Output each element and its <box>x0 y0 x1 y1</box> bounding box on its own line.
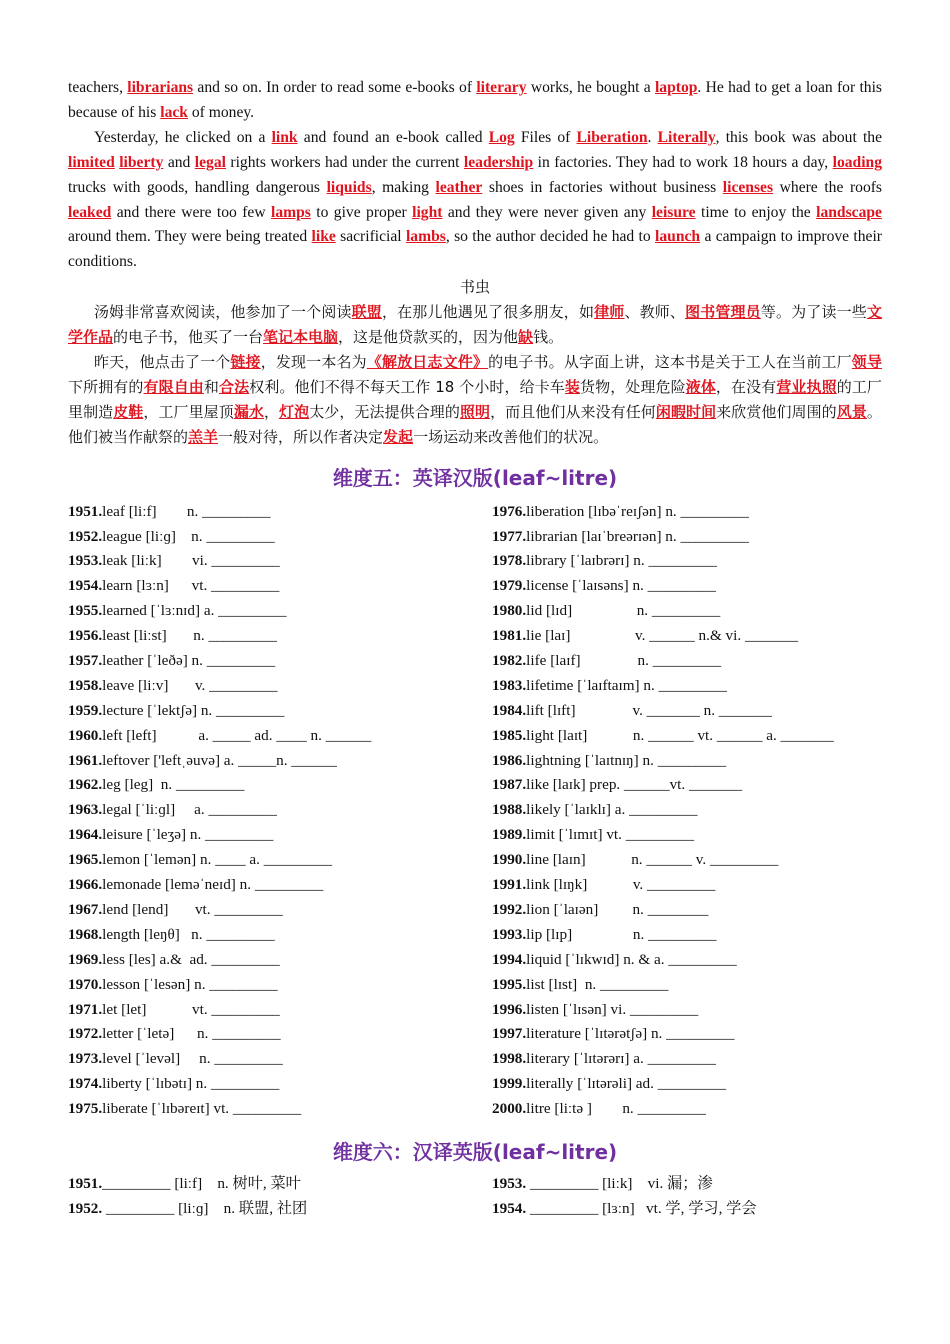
item-text: _________ [lɜːn] vt. 学, 学习, 学会 <box>526 1199 757 1217</box>
highlighted-keyword: 《解放日志文件》 <box>366 353 489 372</box>
vocab-row <box>68 525 468 550</box>
text-run: 的电子书。从字面上讲，这本书是关于工人在当前工厂 <box>488 353 852 372</box>
vocab-row <box>68 699 468 724</box>
vocab-row <box>68 549 468 574</box>
item-number: 1954. <box>492 1199 527 1217</box>
vocab-row <box>68 649 468 674</box>
item-number: 1988. <box>492 801 527 819</box>
text-run: around them. They were being treated <box>68 228 312 246</box>
text-run: rights workers had under the current <box>225 153 464 171</box>
item-text: lecture [ˈlektʃə] n. _________ <box>102 701 285 719</box>
text-run: time to enjoy the <box>695 203 817 221</box>
item-text: leak [liːk] vi. _________ <box>102 552 280 570</box>
highlighted-keyword: 营业执照 <box>776 377 837 396</box>
text-run: ，在没有 <box>715 377 777 396</box>
item-number: 1978. <box>492 552 527 570</box>
highlighted-keyword: 发起 <box>383 427 414 446</box>
text-run: 、教师、 <box>624 303 686 322</box>
highlighted-keyword: liberty <box>119 153 164 171</box>
highlighted-keyword: leather <box>435 178 483 196</box>
highlighted-keyword: leaked <box>68 203 112 221</box>
text-run: 汤姆非常喜欢阅读，他参加了一个阅读 <box>94 303 352 322</box>
item-number: 2000. <box>492 1100 527 1118</box>
item-text: length [leŋθ] n. _________ <box>102 925 275 943</box>
item-number: 1990. <box>492 851 527 869</box>
item-text: limit [ˈlɪmɪt] vt. _________ <box>526 826 695 844</box>
item-text: life [laɪf] n. _________ <box>526 652 722 670</box>
text-run: 货物，处理危险 <box>580 377 686 396</box>
item-number: 1993. <box>492 925 527 943</box>
text-run: ，而且他们从来没有任何 <box>490 402 656 421</box>
highlighted-keyword: link <box>271 128 298 146</box>
item-number: 1999. <box>492 1075 527 1093</box>
highlighted-keyword: like <box>311 228 336 246</box>
text-run: ，工厂里屋顶 <box>143 402 234 421</box>
vocab-row <box>68 848 468 873</box>
item-text: legal [ˈliːɡl] a. _________ <box>102 801 277 819</box>
item-text: license [ˈlaɪsəns] n. _________ <box>526 577 716 595</box>
item-text: lemon [ˈlemən] n. ____ a. _________ <box>102 851 333 869</box>
highlighted-keyword: 合法 <box>219 377 250 396</box>
vocab-row <box>492 873 882 898</box>
highlighted-keyword: limited <box>68 153 115 171</box>
highlighted-keyword: leadership <box>463 153 534 171</box>
text-run: 权利。他们不得不每天工作 18 个小时，给卡车 <box>249 377 565 396</box>
text-run: a campaign to improve their conditions. <box>68 228 883 271</box>
item-number: 1991. <box>492 876 527 894</box>
text-run: 来欣赏他们周围的 <box>716 402 837 421</box>
item-text: lift [lɪft] v. _______ n. _______ <box>526 701 772 719</box>
item-number: 1980. <box>492 602 527 620</box>
highlighted-keyword: 风景 <box>836 402 867 421</box>
paragraph <box>68 76 882 126</box>
text-run: Yesterday, he clicked on a <box>94 128 272 146</box>
highlighted-keyword: 联盟 <box>351 303 382 322</box>
item-text: leave [liːv] v. _________ <box>102 676 278 694</box>
item-text: level [ˈlevəl] n. _________ <box>102 1050 283 1068</box>
vocab-column-left <box>68 1172 468 1222</box>
vocab-row <box>492 923 882 948</box>
item-number: 1969. <box>68 950 103 968</box>
vocab-row <box>68 500 468 525</box>
text-run: , this book was about the <box>715 128 882 146</box>
vocab-column-left <box>68 500 468 1122</box>
highlighted-keyword: lambs <box>405 228 446 246</box>
paragraph <box>68 300 882 350</box>
highlighted-keyword: launch <box>655 228 701 246</box>
item-number: 1970. <box>68 975 103 993</box>
highlighted-keyword: 链接 <box>230 353 261 372</box>
vocab-row <box>68 998 468 1023</box>
text-run: 一般对待，所以作者决定 <box>218 427 384 446</box>
item-text: literary [ˈlɪtərərɪ] a. _________ <box>526 1050 716 1068</box>
vocab-row <box>68 798 468 823</box>
item-text: likely [ˈlaɪklɪ] a. _________ <box>526 801 698 819</box>
highlighted-keyword: lack <box>160 103 188 121</box>
vocab-row <box>492 1022 882 1047</box>
item-text: lip [lɪp] n. _________ <box>526 925 717 943</box>
vocab-row <box>492 1072 882 1097</box>
paragraph <box>68 126 882 275</box>
item-number: 1995. <box>492 975 527 993</box>
item-text: liberate [ˈlɪbəreɪt] vt. _________ <box>102 1100 302 1118</box>
text-run: 太少，无法提供合理的 <box>309 402 460 421</box>
item-number: 1964. <box>68 826 103 844</box>
text-run: Files of <box>514 128 577 146</box>
text-run: sacrificial <box>335 228 406 246</box>
highlighted-keyword: 缺 <box>518 328 534 347</box>
item-text: lemonade [leməˈneɪd] n. _________ <box>102 876 324 894</box>
highlighted-keyword: legal <box>194 153 226 171</box>
text-run: where the roofs <box>773 178 882 196</box>
highlighted-keyword: 闲暇时间 <box>655 402 717 421</box>
item-text: lie [laɪ] v. ______ n.& vi. _______ <box>526 627 799 645</box>
vocab-row <box>68 1097 468 1122</box>
highlighted-keyword: 图书管理员 <box>685 303 761 322</box>
highlighted-keyword: Liberation <box>576 128 648 146</box>
vocab-row <box>492 823 882 848</box>
item-text: _________ [liːf] n. 树叶, 菜叶 <box>102 1174 301 1192</box>
vocab-row <box>68 873 468 898</box>
item-text: learned [ˈlɜːnɪd] a. _________ <box>102 602 287 620</box>
highlighted-keyword: 漏水 <box>233 402 264 421</box>
text-run: ，发现一本名为 <box>260 353 367 372</box>
item-text: leisure [ˈleʒə] n. _________ <box>102 826 274 844</box>
text-run: 等。为了读一些 <box>760 303 867 322</box>
vocab-row <box>68 1047 468 1072</box>
item-number: 1967. <box>68 900 103 918</box>
item-text: leg [leg] n. _________ <box>102 776 245 794</box>
vocab-row <box>68 599 468 624</box>
item-text: line [laɪn] n. ______ v. _________ <box>526 851 779 869</box>
item-number: 1952. <box>68 1199 103 1217</box>
item-text: link [lɪŋk] v. _________ <box>526 876 716 894</box>
item-text: like [laɪk] prep. ______vt. _______ <box>526 776 743 794</box>
text-run: shoes in factories without business <box>482 178 723 196</box>
item-number: 1968. <box>68 925 103 943</box>
vocab-row <box>492 574 882 599</box>
vocab-row <box>492 1097 882 1122</box>
text-run: and so on. In order to read some e-books of <box>193 79 477 96</box>
highlighted-keyword: 笔记本电脑 <box>263 328 339 347</box>
item-text: literature [ˈlɪtərətʃə] n. _________ <box>526 1025 735 1043</box>
item-text: _________ [liːɡ] n. 联盟, 社团 <box>102 1199 308 1217</box>
section-five-title: 维度五：英译汉版(leaf~litre) <box>332 465 618 490</box>
vocab-row <box>492 798 882 823</box>
story-title: 书虫 <box>459 278 490 297</box>
item-text: librarian [laɪˈbreərɪən] n. _________ <box>526 527 749 545</box>
vocab-row <box>68 574 468 599</box>
highlighted-keyword: literary <box>476 79 527 96</box>
text-run: to give proper <box>310 203 413 221</box>
item-number: 1979. <box>492 577 527 595</box>
text-run: 一场运动来改善他们的状况。 <box>413 427 609 446</box>
item-number: 1956. <box>68 627 103 645</box>
highlighted-keyword: 皮鞋 <box>113 402 144 421</box>
vocab-row <box>492 749 882 774</box>
item-text: left [left] a. _____ ad. ____ n. ______ <box>102 726 372 744</box>
item-number: 1953. <box>492 1174 527 1192</box>
item-number: 1996. <box>492 1000 527 1018</box>
item-number: 1982. <box>492 652 527 670</box>
highlighted-keyword: librarians <box>127 79 194 96</box>
highlighted-keyword: leisure <box>651 203 696 221</box>
highlighted-keyword: light <box>412 203 443 221</box>
highlighted-keyword: lamps <box>271 203 311 221</box>
item-text: letter [ˈletə] n. _________ <box>102 1025 281 1043</box>
item-text: lend [lend] vt. _________ <box>102 900 283 918</box>
vocab-row <box>68 749 468 774</box>
item-number: 1977. <box>492 527 527 545</box>
item-number: 1958. <box>68 676 103 694</box>
vocab-row <box>68 973 468 998</box>
item-number: 1986. <box>492 751 527 769</box>
item-number: 1989. <box>492 826 527 844</box>
vocab-row <box>492 948 882 973</box>
text-run: 。他们被当作献祭的 <box>68 402 882 446</box>
text-run: in factories. They had to work 18 hours a day, <box>533 153 833 171</box>
text-run: 昨天，他点击了一个 <box>94 353 231 372</box>
vocab-row <box>68 948 468 973</box>
item-number: 1984. <box>492 701 527 719</box>
item-number: 1951. <box>68 502 103 520</box>
text-run: ，在那儿他遇见了很多朋友，如 <box>381 303 595 322</box>
item-number: 1953. <box>68 552 103 570</box>
vocab-row <box>492 624 882 649</box>
text-run: , making <box>371 178 436 196</box>
item-text: litre [liːtə ] n. _________ <box>526 1100 706 1118</box>
section-five-vocab <box>68 500 882 1122</box>
vocab-row <box>492 549 882 574</box>
item-number: 1965. <box>68 851 103 869</box>
text-run: 钱。 <box>533 328 564 347</box>
vocab-row <box>492 773 882 798</box>
vocab-column-right <box>492 500 882 1122</box>
highlighted-keyword: loading <box>832 153 883 171</box>
text-run: trucks with goods, handling dangerous <box>68 178 327 196</box>
item-number: 1962. <box>68 776 103 794</box>
item-number: 1960. <box>68 726 103 744</box>
highlighted-keyword: 律师 <box>594 303 625 322</box>
item-number: 1963. <box>68 801 103 819</box>
highlighted-keyword: 照明 <box>459 402 491 421</box>
vocab-row <box>492 1047 882 1072</box>
item-number: 1957. <box>68 652 103 670</box>
vocab-row <box>492 525 882 550</box>
item-number: 1966. <box>68 876 103 894</box>
item-number: 1952. <box>68 527 103 545</box>
vocab-row <box>68 773 468 798</box>
highlighted-keyword: licenses <box>722 178 774 196</box>
item-number: 1955. <box>68 602 103 620</box>
item-number: 1994. <box>492 950 527 968</box>
chinese-story <box>68 300 882 449</box>
item-number: 1998. <box>492 1050 527 1068</box>
item-text: liberty [ˈlɪbətɪ] n. _________ <box>102 1075 280 1093</box>
vocab-row <box>492 699 882 724</box>
text-run: 的工厂里制造 <box>68 377 882 421</box>
text-run: 的电子书，他买了一台 <box>113 328 264 347</box>
item-text: least [liːst] n. _________ <box>102 627 277 645</box>
item-number: 1997. <box>492 1025 527 1043</box>
item-text: lightning [ˈlaɪtnɪŋ] n. _________ <box>526 751 727 769</box>
vocab-row <box>492 998 882 1023</box>
text-run: and <box>163 153 195 171</box>
highlighted-keyword: 文学作品 <box>68 303 882 347</box>
item-number: 1959. <box>68 701 103 719</box>
item-text: listen [ˈlɪsən] vi. _________ <box>526 1000 699 1018</box>
item-text: light [laɪt] n. ______ vt. ______ a. _______ <box>526 726 834 744</box>
item-text: library [ˈlaɪbrərɪ] n. _________ <box>526 552 717 570</box>
item-number: 1954. <box>68 577 103 595</box>
text-run: and there were too few <box>111 203 271 221</box>
item-text: leftover ['leftˌəuvə] a. _____n. ______ <box>102 751 337 769</box>
item-text: literally [ˈlɪtərəli] ad. _________ <box>526 1075 727 1093</box>
vocab-row <box>68 1072 468 1097</box>
item-text: league [liːɡ] n. _________ <box>102 527 275 545</box>
item-number: 1972. <box>68 1025 103 1043</box>
item-number: 1983. <box>492 676 527 694</box>
highlighted-keyword: laptop <box>654 79 698 96</box>
english-story <box>68 76 882 275</box>
vocab-row <box>68 624 468 649</box>
vocab-row <box>492 973 882 998</box>
highlighted-keyword: 液体 <box>685 377 716 396</box>
text-run: ，这是他贷款买的，因为他 <box>338 328 519 347</box>
highlighted-keyword: 领导 <box>851 353 882 372</box>
item-text: liberation [lɪbəˈreɪʃən] n. _________ <box>526 502 749 520</box>
vocab-row <box>492 1197 882 1222</box>
vocab-row <box>68 898 468 923</box>
vocab-row <box>68 724 468 749</box>
text-run: . <box>647 128 658 146</box>
item-number: 1973. <box>68 1050 103 1068</box>
item-number: 1975. <box>68 1100 103 1118</box>
highlighted-keyword: liquids <box>326 178 372 196</box>
vocab-row <box>68 1172 468 1197</box>
vocab-row <box>492 848 882 873</box>
item-number: 1976. <box>492 502 527 520</box>
vocab-row <box>68 1197 468 1222</box>
vocab-row <box>68 923 468 948</box>
item-number: 1987. <box>492 776 527 794</box>
text-run: . He had to get a loan for this because of his <box>68 79 882 121</box>
vocab-row <box>492 724 882 749</box>
highlighted-keyword: 羔羊 <box>188 427 219 446</box>
item-number: 1961. <box>68 751 103 769</box>
vocab-row <box>492 649 882 674</box>
item-text: leather [ˈleðə] n. _________ <box>102 652 276 670</box>
vocab-row <box>492 1172 882 1197</box>
item-text: learn [lɜːn] vt. _________ <box>102 577 280 595</box>
highlighted-keyword: 灯泡 <box>279 402 310 421</box>
item-text: lifetime [ˈlaɪftaɪm] n. _________ <box>526 676 727 694</box>
vocab-row <box>68 823 468 848</box>
highlighted-keyword: landscape <box>816 203 882 221</box>
text-run: ， <box>263 402 280 421</box>
item-text: let [let] vt. _________ <box>102 1000 280 1018</box>
text-run: 下所拥有的 <box>68 377 144 396</box>
item-text: lid [lɪd] n. _________ <box>526 602 721 620</box>
highlighted-keyword: 有限自由 <box>143 377 204 396</box>
text-run: teachers, <box>68 79 128 96</box>
item-text: lion [ˈlaɪən] n. ________ <box>526 900 709 918</box>
item-text: less [les] a.& ad. _________ <box>102 950 280 968</box>
item-number: 1981. <box>492 627 527 645</box>
document-page <box>68 76 882 1222</box>
highlighted-keyword: Literally <box>657 128 716 146</box>
item-text: liquid [ˈlɪkwɪd] n. & a. _________ <box>526 950 737 968</box>
highlighted-keyword: Log <box>488 128 515 146</box>
text-run: , so the author decided he had to <box>445 228 656 246</box>
text-run: 和 <box>203 377 220 396</box>
text-run: works, he bought a <box>526 79 655 96</box>
vocab-row <box>68 674 468 699</box>
vocab-row <box>492 674 882 699</box>
highlighted-keyword: 装 <box>564 377 581 396</box>
item-number: 1985. <box>492 726 527 744</box>
text-run: of money. <box>187 103 255 121</box>
item-text: lesson [ˈlesən] n. _________ <box>102 975 278 993</box>
item-number: 1992. <box>492 900 527 918</box>
item-text: _________ [liːk] vi. 漏；渗 <box>526 1174 713 1192</box>
paragraph <box>68 350 882 450</box>
section-six-vocab <box>68 1172 882 1222</box>
item-number: 1951. <box>68 1174 103 1192</box>
item-number: 1974. <box>68 1075 103 1093</box>
text-run: and found an e-book called <box>297 128 489 146</box>
vocab-column-right <box>492 1172 882 1222</box>
item-text: list [lɪst] n. _________ <box>526 975 669 993</box>
vocab-row <box>68 1022 468 1047</box>
vocab-row <box>492 599 882 624</box>
vocab-row <box>492 500 882 525</box>
item-number: 1971. <box>68 1000 103 1018</box>
text-run: and they were never given any <box>442 203 652 221</box>
vocab-row <box>492 898 882 923</box>
item-text: leaf [liːf] n. _________ <box>102 502 271 520</box>
section-six-title: 维度六：汉译英版(leaf~litre) <box>332 1139 618 1164</box>
